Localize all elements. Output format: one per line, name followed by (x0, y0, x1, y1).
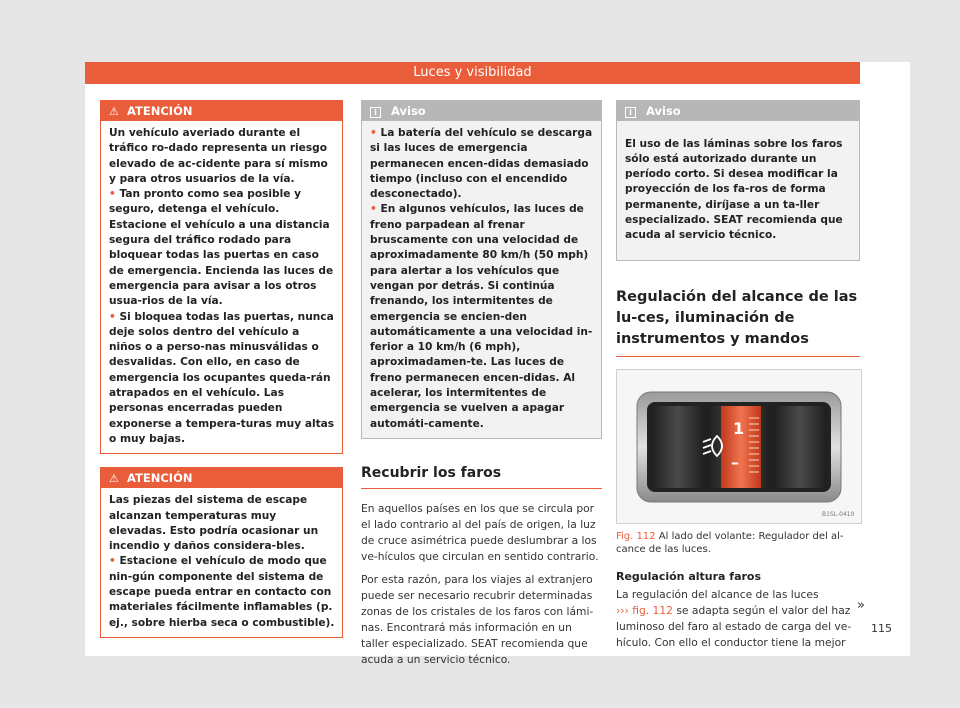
column-3 (616, 100, 860, 651)
notice-header (617, 101, 859, 121)
page-number: 115 (871, 622, 892, 635)
warning-bullet: • Estacione el vehículo de modo que nin-gún componente del sistema de escape pueda entrar en contacto con materiales fácilmente inflamables (p. ej., sobre hierba seca o combustible). (109, 554, 335, 630)
paragraph: Por esta razón, para los viajes al extranjero puede ser necesario recubrir determinadas zonas de los cristales de los faros con lámi-nas. Encontrará más información en un taller especializado. SEAT recomienda que acuda a un servicio técnico. (361, 572, 594, 666)
column-1 (100, 100, 343, 638)
paragraph-prefix: La regulación del alcance de las luces (616, 588, 819, 602)
warning-bullet: • Tan pronto como sea posible y seguro, detenga el vehículo. Estacione el vehículo a una distancia segura del tráfico rodado para bloquear todas las puertas en caso de emergencia. Encienda las luces de emergencia para avisar a los otros usua-rios de la vía. (109, 187, 335, 309)
headlight-range-regulator-figure (616, 369, 862, 524)
continue-mark: » (857, 598, 865, 613)
manual-page (85, 62, 910, 666)
section-heading: Regulación del alcance de las lu-ces, iluminación de instrumentos y mandos (616, 287, 860, 357)
link-arrow: ››› (616, 604, 629, 618)
warning-header (101, 468, 342, 488)
warning-intro: Las piezas del sistema de escape alcanzan temperaturas muy elevadas. Esto podría ocasionar un incendio y daños considera-bles. (109, 494, 319, 553)
notice-title: Aviso (391, 104, 426, 118)
notice-bullet: • En algunos vehículos, las luces de freno parpadean al frenar bruscamente con una velocidad de aproximadamente 80 km/h (50 mph) para alertar a los vehículos que vengan por detrás. Si continúa frenando, los intermitentes de emergencia se encien-den automáticamente a una velocidad in-ferior a 10 km/h (6 mph), aproximadamen-te. Las luces de freno permanecen encen-didas. Al acelerar, los intermitentes de emergencia se vuelven a apagar automáti-camente. (370, 202, 594, 431)
warning-intro: Un vehículo averiado durante el tráfico ro-dado representa un riesgo elevado de ac-cidente para sí mismo y para otros usuarios de la vía. (109, 127, 328, 185)
warning-triangle-icon: ⚠ (109, 472, 119, 486)
warning-box-2 (100, 467, 343, 638)
caption-text: Al lado del volante: Regulador del al-cance de las luces. (616, 531, 844, 556)
warning-title: ATENCIÓN (127, 104, 193, 118)
regulator-illustration (617, 370, 861, 523)
warning-box-1 (100, 100, 343, 454)
figure-link[interactable]: fig. 112 (632, 604, 673, 618)
section-heading: Recubrir los faros (361, 463, 602, 489)
notice-box (361, 100, 602, 439)
wheel-minus: – (731, 453, 739, 473)
info-icon: i (370, 107, 381, 118)
wheel-number: 1 (733, 419, 745, 439)
warning-title: ATENCIÓN (127, 471, 193, 486)
notice-title: Aviso (646, 104, 681, 118)
notice-bullet: • La batería del vehículo se descarga si las luces de emergencia permanecen encen-didas demasiado tiempo (incluso con el encendido desconectado). (370, 126, 594, 202)
notice-header (362, 101, 601, 121)
notice-text: El uso de las láminas sobre los faros sólo está autorizado durante un período corto. Si desea modificar la proyección de los fa-ros de forma permanente, diríjase a un ta-ller especializado. SEAT recomienda que acuda al servicio técnico. (625, 137, 843, 242)
paragraph: En aquellos países en los que se circula por el lado contrario al del país de origen, la luz de cruce asimétrica puede deslumbrar a los ve-hículos que circulan en sentido contrario. (361, 501, 599, 563)
paragraph-rest: se adapta según el valor del haz luminoso del faro al estado de carga del ve-hículo. Con ello el conductor tiene la mejor (616, 604, 852, 650)
figure-caption (616, 530, 860, 556)
chapter-header: Luces y visibilidad (85, 62, 860, 84)
warning-bullet: • Si bloquea todas las puertas, nunca deje solos dentro del vehículo a niños o a perso-nas minusválidas o desvalidas. Con ello, en caso de emergencia los ocupantes queda-rán atrapados en el vehículo. Las personas encerradas pueden exponerse a tempera-turas muy altas o muy bajas. (109, 310, 335, 448)
paragraph (616, 587, 860, 651)
warning-triangle-icon: ⚠ (109, 105, 119, 118)
subheading: Regulación altura faros (616, 570, 762, 584)
column-2 (361, 100, 602, 668)
info-icon: i (625, 107, 636, 118)
notice-box (616, 100, 860, 261)
warning-header (101, 101, 342, 121)
figure-ref: Fig. 112 (616, 531, 656, 543)
figure-code: B1SL-0410 (822, 511, 855, 519)
